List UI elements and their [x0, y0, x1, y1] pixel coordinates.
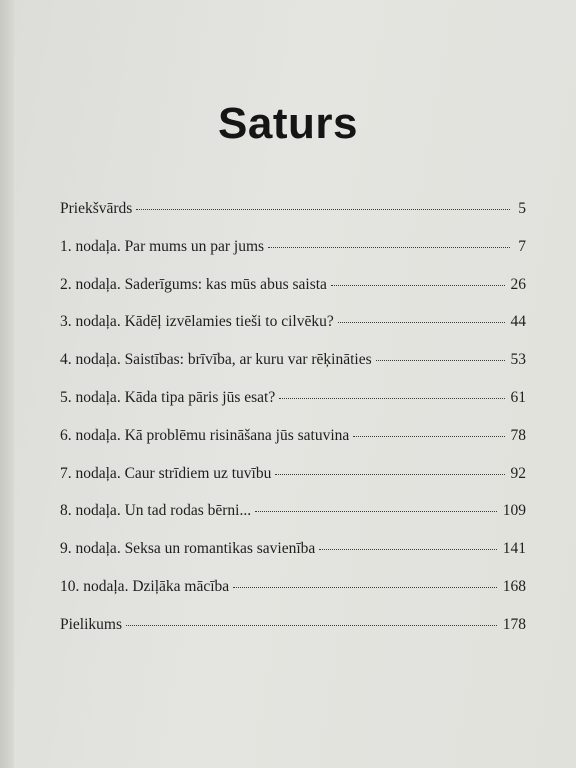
dot-leader: [376, 360, 505, 361]
toc-entry-title: Priekšvārds: [60, 200, 133, 217]
table-of-contents: [60, 200, 526, 654]
toc-entry-page: 44: [510, 313, 526, 331]
dot-leader: [268, 247, 510, 248]
toc-entry-page: 178: [502, 615, 526, 633]
toc-entry-title: 2. nodaļa. Saderīgums: kas mūs abus saista: [60, 275, 327, 293]
toc-entry-page: 109: [502, 502, 526, 520]
toc-entry-page: 61: [510, 388, 526, 406]
toc-entry-title: 1. nodaļa. Par mums un par jums: [60, 237, 265, 255]
toc-entry: [60, 427, 526, 465]
toc-entry-page: 7: [518, 237, 526, 255]
toc-entry: [60, 502, 526, 540]
toc-entry: [60, 276, 526, 314]
toc-entry-title: 4. nodaļa. Saistības: brīvība, ar kuru var rēķināties: [60, 351, 372, 369]
toc-entry: [60, 616, 526, 654]
toc-entry-page: 5: [518, 200, 526, 217]
toc-entry-page: 26: [510, 275, 526, 293]
toc-entry-title: 10. nodaļa. Dziļāka mācība: [60, 577, 230, 595]
toc-entry-page: 141: [502, 540, 526, 558]
toc-entry: [60, 540, 526, 578]
toc-entry-title: 6. nodaļa. Kā problēmu risināšana jūs satuvina: [60, 426, 350, 444]
toc-entry-title: 3. nodaļa. Kādēļ izvēlamies tieši to cilvēku?: [60, 313, 334, 331]
toc-entry: [60, 200, 526, 238]
toc-entry-page: 92: [510, 464, 526, 482]
toc-entry: [60, 351, 526, 389]
toc-entry-title: 5. nodaļa. Kāda tipa pāris jūs esat?: [60, 388, 276, 406]
toc-entry: [60, 465, 526, 503]
dot-leader: [279, 398, 504, 399]
dot-leader: [255, 511, 497, 512]
dot-leader: [233, 587, 497, 588]
toc-entry-page: 53: [510, 351, 526, 369]
dot-leader: [136, 209, 510, 210]
dot-leader: [275, 474, 504, 475]
toc-entry: [60, 578, 526, 616]
toc-entry-title: 8. nodaļa. Un tad rodas bērni...: [60, 502, 252, 520]
toc-entry-title: 7. nodaļa. Caur strīdiem uz tuvību: [60, 464, 272, 482]
toc-entry: [60, 238, 526, 276]
toc-entry-title: Pielikums: [60, 615, 123, 633]
dot-leader: [353, 436, 504, 437]
toc-entry-title: 9. nodaļa. Seksa un romantikas savienība: [60, 540, 316, 558]
dot-leader: [319, 549, 496, 550]
dot-leader: [338, 322, 505, 323]
dot-leader: [126, 625, 497, 626]
toc-entry-page: 168: [502, 577, 526, 595]
page-title: Saturs: [218, 99, 358, 149]
toc-entry: [60, 389, 526, 427]
dot-leader: [331, 285, 505, 286]
toc-entry-page: 78: [510, 426, 526, 444]
toc-entry: [60, 313, 526, 351]
